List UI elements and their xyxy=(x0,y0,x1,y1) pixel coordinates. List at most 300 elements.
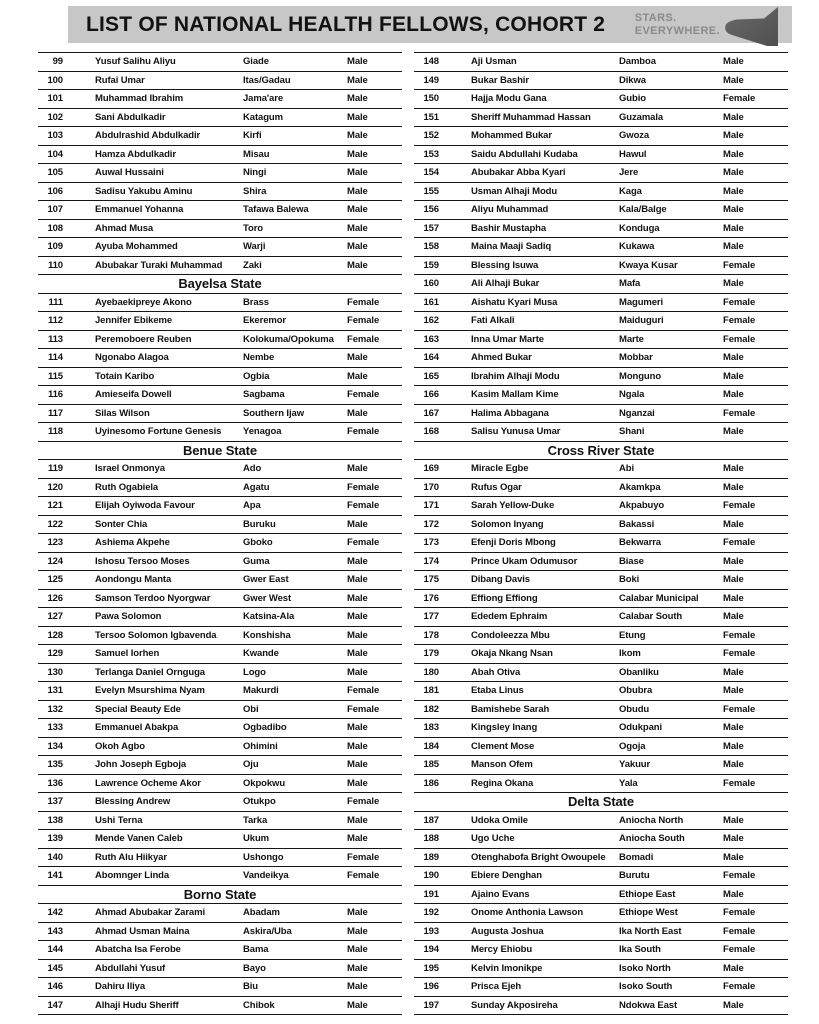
row-number: 177 xyxy=(423,612,439,622)
fellow-name: Efenji Doris Mbong xyxy=(471,538,556,548)
lga-name: Ndokwa East xyxy=(619,1000,678,1010)
fellow-name: Israel Onmonya xyxy=(95,464,165,474)
row-number: 100 xyxy=(47,75,63,85)
fellow-name: Abubakar Turaki Muhammad xyxy=(95,260,223,270)
gender-value: Female xyxy=(347,501,380,511)
fellow-name: Ashiema Akpehe xyxy=(95,538,170,548)
gender-value: Female xyxy=(347,482,380,492)
gender-value: Male xyxy=(347,223,368,233)
lga-name: Monguno xyxy=(619,371,662,381)
lga-name: Katagum xyxy=(243,112,283,122)
lga-name: Ogbadibo xyxy=(243,723,287,733)
lga-name: Bekwarra xyxy=(619,538,661,548)
lga-name: Marte xyxy=(619,334,644,344)
gender-value: Male xyxy=(723,205,744,215)
lga-name: Mafa xyxy=(619,279,641,289)
lga-name: Gwer West xyxy=(243,593,292,603)
row-number: 124 xyxy=(47,556,63,566)
gender-value: Female xyxy=(347,390,380,400)
row-number: 138 xyxy=(47,815,63,825)
gender-value: Male xyxy=(723,834,744,844)
table-row xyxy=(38,349,402,368)
lga-name: Hawul xyxy=(619,149,647,159)
table-row xyxy=(414,738,788,757)
table-row xyxy=(38,423,402,442)
row-number: 116 xyxy=(47,390,63,400)
fellow-name: Peremoboere Reuben xyxy=(95,334,192,344)
state-section-header: Bayelsa State xyxy=(38,275,402,294)
gender-value: Male xyxy=(723,242,744,252)
lga-name: Southern Ijaw xyxy=(243,408,304,418)
gender-value: Male xyxy=(347,667,368,677)
lga-name: Kaga xyxy=(619,186,642,196)
fellow-name: Aji Usman xyxy=(471,57,517,67)
row-number: 136 xyxy=(47,778,63,788)
table-row xyxy=(38,941,402,960)
fellow-name: Lawrence Ocheme Akor xyxy=(95,778,201,788)
fellow-name: Ibrahim Alhaji Modu xyxy=(471,371,560,381)
lga-name: Ngala xyxy=(619,390,645,400)
table-row xyxy=(414,201,788,220)
row-number: 117 xyxy=(47,408,63,418)
gender-value: Female xyxy=(723,297,756,307)
fellow-name: Ahmad Abubakar Zarami xyxy=(95,908,205,918)
table-row xyxy=(414,90,788,109)
brand-line-2: EVERYWHERE. xyxy=(634,24,720,37)
row-number: 112 xyxy=(47,316,63,326)
table-row xyxy=(414,867,788,886)
row-number: 148 xyxy=(423,57,439,67)
lga-name: Nembe xyxy=(243,353,275,363)
table-row xyxy=(414,164,788,183)
lga-name: Obubra xyxy=(619,686,653,696)
table-row xyxy=(38,608,402,627)
table-row xyxy=(414,53,788,72)
table-row xyxy=(38,793,402,812)
fellow-name: Dibang Davis xyxy=(471,575,530,585)
table-row xyxy=(38,775,402,794)
table-row xyxy=(38,497,402,516)
gender-value: Male xyxy=(723,353,744,363)
row-number: 150 xyxy=(423,94,439,104)
gender-value: Male xyxy=(723,760,744,770)
fellow-name: Maina Maaji Sadiq xyxy=(471,242,552,252)
lga-name: Vandeikya xyxy=(243,871,289,881)
table-row xyxy=(414,997,788,1016)
table-row xyxy=(38,738,402,757)
row-number: 195 xyxy=(423,963,439,973)
row-number: 123 xyxy=(47,538,63,548)
table-row xyxy=(38,53,402,72)
gender-value: Female xyxy=(347,852,380,862)
fellow-name: Sonter Chia xyxy=(95,519,148,529)
table-row xyxy=(38,368,402,387)
gender-value: Male xyxy=(723,168,744,178)
table-row xyxy=(38,405,402,424)
lga-name: Kirfi xyxy=(243,131,262,141)
row-number: 134 xyxy=(47,741,63,751)
gender-value: Male xyxy=(347,57,368,67)
table-row xyxy=(414,719,788,738)
row-number: 121 xyxy=(47,501,63,511)
row-number: 162 xyxy=(423,316,439,326)
table-row xyxy=(38,978,402,997)
fellow-name: Bashir Mustapha xyxy=(471,223,547,233)
lga-name: Akamkpa xyxy=(619,482,661,492)
brand-line-1: STARS. xyxy=(634,11,677,24)
row-number: 149 xyxy=(423,75,439,85)
fellow-name: Kingsley Inang xyxy=(471,723,538,733)
table-row xyxy=(414,423,788,442)
table-row xyxy=(38,146,402,165)
gender-value: Male xyxy=(347,408,368,418)
fellow-name: Saidu Abdullahi Kudaba xyxy=(471,149,578,159)
fellow-name: Sadisu Yakubu Aminu xyxy=(95,186,193,196)
table-row xyxy=(38,812,402,831)
lga-name: Yala xyxy=(619,778,638,788)
table-row xyxy=(414,238,788,257)
lga-name: Ukum xyxy=(243,834,269,844)
lga-name: Bomadi xyxy=(619,852,654,862)
lga-name: Apa xyxy=(243,501,261,511)
row-number: 132 xyxy=(47,704,63,714)
gender-value: Male xyxy=(723,279,744,289)
fellow-name: Abdulrashid Abdulkadir xyxy=(95,131,201,141)
table-row xyxy=(414,627,788,646)
table-row xyxy=(414,978,788,997)
lga-name: Bakassi xyxy=(619,519,655,529)
table-row xyxy=(414,275,788,294)
row-number: 127 xyxy=(47,612,63,622)
gender-value: Male xyxy=(347,815,368,825)
lga-name: Guma xyxy=(243,556,270,566)
right-table-column xyxy=(414,52,788,1015)
gender-value: Female xyxy=(347,427,380,437)
gender-value: Male xyxy=(347,556,368,566)
row-number: 168 xyxy=(423,427,439,437)
state-section-header: Delta State xyxy=(414,793,788,812)
gender-value: Female xyxy=(347,686,380,696)
gender-value: Female xyxy=(723,260,756,270)
fellow-name: Ali Alhaji Bukar xyxy=(471,279,540,289)
fellow-name: Amieseifa Dowell xyxy=(95,390,172,400)
row-number: 185 xyxy=(423,760,439,770)
row-number: 164 xyxy=(423,353,439,363)
table-row xyxy=(414,516,788,535)
gender-value: Male xyxy=(347,612,368,622)
row-number: 144 xyxy=(47,945,63,955)
row-number: 131 xyxy=(47,686,63,696)
row-number: 167 xyxy=(423,408,439,418)
fellow-name: Mercy Ehiobu xyxy=(471,945,533,955)
lga-name: Zaki xyxy=(243,260,262,270)
row-number: 115 xyxy=(47,371,63,381)
fellow-name: Ajaino Evans xyxy=(471,889,530,899)
gender-value: Male xyxy=(347,945,368,955)
table-row xyxy=(414,257,788,276)
table-row xyxy=(38,386,402,405)
gender-value: Male xyxy=(347,94,368,104)
gender-value: Male xyxy=(347,131,368,141)
lga-name: Makurdi xyxy=(243,686,279,696)
fellow-name: Elijah Oyiwoda Favour xyxy=(95,501,195,511)
table-row xyxy=(38,960,402,979)
fellow-name: Ahmad Usman Maina xyxy=(95,926,190,936)
row-number: 193 xyxy=(423,926,439,936)
table-row xyxy=(38,645,402,664)
row-number: 169 xyxy=(423,464,439,474)
row-number: 114 xyxy=(47,353,63,363)
row-number: 133 xyxy=(47,723,63,733)
fellow-name: Halima Abbagana xyxy=(471,408,549,418)
gender-value: Male xyxy=(723,686,744,696)
fellow-name: Samson Terdoo Nyorgwar xyxy=(95,593,211,603)
row-number: 174 xyxy=(423,556,439,566)
fellow-name: Abubakar Abba Kyari xyxy=(471,168,566,178)
fellow-name: Clement Mose xyxy=(471,741,535,751)
lga-name: Biase xyxy=(619,556,644,566)
table-row xyxy=(414,127,788,146)
table-row xyxy=(414,497,788,516)
lga-name: Bayo xyxy=(243,963,266,973)
lga-name: Aniocha South xyxy=(619,834,685,844)
gender-value: Male xyxy=(347,723,368,733)
fellow-name: Prisca Ejeh xyxy=(471,982,522,992)
gender-value: Male xyxy=(723,1000,744,1010)
row-number: 163 xyxy=(423,334,439,344)
table-row xyxy=(414,701,788,720)
fellow-name: Ruth Ogabiela xyxy=(95,482,159,492)
table-row xyxy=(414,146,788,165)
row-number: 106 xyxy=(47,186,63,196)
table-row xyxy=(38,904,402,923)
row-number: 166 xyxy=(423,390,439,400)
fellow-name: Ahmad Musa xyxy=(95,223,154,233)
lga-name: Ekeremor xyxy=(243,316,287,326)
row-number: 182 xyxy=(423,704,439,714)
table-row xyxy=(38,997,402,1016)
row-number: 170 xyxy=(423,482,439,492)
table-row xyxy=(38,849,402,868)
left-arrow-mark-icon xyxy=(722,6,780,47)
fellow-name: Okoh Agbo xyxy=(95,741,145,751)
row-number: 99 xyxy=(52,57,63,67)
row-number: 122 xyxy=(47,519,63,529)
fellow-name: Otenghabofa Bright Owoupele xyxy=(471,852,606,862)
fellows-table xyxy=(38,52,788,1015)
fellow-name: Muhammad Ibrahim xyxy=(95,94,184,104)
lga-name: Burutu xyxy=(619,871,650,881)
row-number: 194 xyxy=(423,945,439,955)
lga-name: Ohimini xyxy=(243,741,278,751)
row-number: 188 xyxy=(423,834,439,844)
table-row xyxy=(414,756,788,775)
fellow-name: Abah Otiva xyxy=(471,667,521,677)
gender-value: Male xyxy=(347,205,368,215)
table-row xyxy=(38,701,402,720)
gender-value: Male xyxy=(723,57,744,67)
row-number: 102 xyxy=(47,112,63,122)
fellow-name: Bamishebe Sarah xyxy=(471,704,550,714)
gender-value: Female xyxy=(723,94,756,104)
lga-name: Biu xyxy=(243,982,259,992)
row-number: 181 xyxy=(423,686,439,696)
table-row xyxy=(38,331,402,350)
lga-name: Guzamala xyxy=(619,112,664,122)
lga-name: Agatu xyxy=(243,482,270,492)
table-row xyxy=(38,571,402,590)
gender-value: Male xyxy=(723,131,744,141)
fellow-name: Regina Okana xyxy=(471,778,534,788)
lga-name: Kolokuma/Opokuma xyxy=(243,334,334,344)
fellow-name: Blessing Isuwa xyxy=(471,260,539,270)
gender-value: Female xyxy=(723,926,756,936)
gender-value: Male xyxy=(723,741,744,751)
fellow-name: Aondongu Manta xyxy=(95,575,172,585)
table-row xyxy=(414,590,788,609)
row-number: 160 xyxy=(423,279,439,289)
row-number: 153 xyxy=(423,149,439,159)
state-section-header: Benue State xyxy=(38,442,402,461)
lga-name: Askira/Uba xyxy=(243,926,292,936)
fellow-name: Aishatu Kyari Musa xyxy=(471,297,558,307)
lga-name: Jere xyxy=(619,168,639,178)
table-row xyxy=(38,719,402,738)
fellow-name: Ngonabo Alagoa xyxy=(95,353,169,363)
row-number: 156 xyxy=(423,205,439,215)
lga-name: Ushongo xyxy=(243,852,284,862)
table-row xyxy=(38,553,402,572)
gender-value: Male xyxy=(347,982,368,992)
state-section-header: Borno State xyxy=(38,886,402,905)
table-row xyxy=(38,164,402,183)
lga-name: Magumeri xyxy=(619,297,664,307)
gender-value: Male xyxy=(723,815,744,825)
table-row xyxy=(414,479,788,498)
gender-value: Male xyxy=(347,593,368,603)
row-number: 111 xyxy=(48,297,63,307)
gender-value: Male xyxy=(347,168,368,178)
gender-value: Female xyxy=(347,797,380,807)
gender-value: Male xyxy=(347,260,368,270)
table-row xyxy=(38,90,402,109)
row-number: 157 xyxy=(423,223,439,233)
lga-name: Itas/Gadau xyxy=(243,75,291,85)
table-row xyxy=(38,460,402,479)
gender-value: Male xyxy=(723,390,744,400)
gender-value: Male xyxy=(347,112,368,122)
row-number: 147 xyxy=(47,1000,63,1010)
table-row xyxy=(38,534,402,553)
row-number: 192 xyxy=(423,908,439,918)
row-number: 107 xyxy=(47,205,63,215)
gender-value: Male xyxy=(347,186,368,196)
lga-name: Logo xyxy=(243,667,266,677)
fellow-name: Pawa Solomon xyxy=(95,612,162,622)
gender-value: Male xyxy=(723,112,744,122)
fellow-name: Ebiere Denghan xyxy=(471,871,542,881)
gender-value: Male xyxy=(347,149,368,159)
fellow-name: Manson Ofem xyxy=(471,760,533,770)
fellow-name: Abomnger Linda xyxy=(95,871,170,881)
fellow-name: Silas Wilson xyxy=(95,408,150,418)
gender-value: Female xyxy=(347,538,380,548)
row-number: 105 xyxy=(47,168,63,178)
lga-name: Kukawa xyxy=(619,242,655,252)
table-row xyxy=(414,775,788,794)
lga-name: Abadam xyxy=(243,908,280,918)
lga-name: Isoko North xyxy=(619,963,671,973)
row-number: 178 xyxy=(423,630,439,640)
table-row xyxy=(38,238,402,257)
fellow-name: Sunday Akposireha xyxy=(471,1000,558,1010)
row-number: 103 xyxy=(47,131,63,141)
gender-value: Male xyxy=(347,353,368,363)
fellow-name: Totain Karibo xyxy=(95,371,155,381)
table-row xyxy=(38,201,402,220)
lga-name: Dikwa xyxy=(619,75,646,85)
table-row xyxy=(414,386,788,405)
row-number: 135 xyxy=(47,760,63,770)
gender-value: Male xyxy=(347,519,368,529)
table-row xyxy=(414,682,788,701)
fellow-name: Inna Umar Marte xyxy=(471,334,544,344)
gender-value: Male xyxy=(347,778,368,788)
row-number: 145 xyxy=(47,963,63,973)
fellow-name: Sarah Yellow-Duke xyxy=(471,501,555,511)
lga-name: Obudu xyxy=(619,704,650,714)
row-number: 189 xyxy=(423,852,439,862)
lga-name: Katsina-Ala xyxy=(243,612,295,622)
row-number: 139 xyxy=(47,834,63,844)
page-title: LIST OF NATIONAL HEALTH FELLOWS, COHORT 2 xyxy=(86,12,606,36)
gender-value: Female xyxy=(723,649,756,659)
gender-value: Female xyxy=(723,908,756,918)
lga-name: Shira xyxy=(243,186,267,196)
table-row xyxy=(414,886,788,905)
lga-name: Abi xyxy=(619,464,635,474)
lga-name: Kala/Balge xyxy=(619,205,667,215)
fellow-name: Abatcha Isa Ferobe xyxy=(95,945,181,955)
table-row xyxy=(38,516,402,535)
fellow-name: Sheriff Muhammad Hassan xyxy=(471,112,591,122)
row-number: 173 xyxy=(423,538,439,548)
gender-value: Male xyxy=(723,482,744,492)
lga-name: Ika North East xyxy=(619,926,682,936)
gender-value: Male xyxy=(347,741,368,751)
fellow-name: Jennifer Ebikeme xyxy=(95,316,173,326)
fellow-name: Samuel Iorhen xyxy=(95,649,160,659)
header-bar xyxy=(68,6,792,43)
gender-value: Male xyxy=(723,371,744,381)
lga-name: Aniocha North xyxy=(619,815,684,825)
gender-value: Male xyxy=(723,723,744,733)
row-number: 165 xyxy=(423,371,439,381)
table-row xyxy=(38,590,402,609)
gender-value: Female xyxy=(347,704,380,714)
lga-name: Maiduguri xyxy=(619,316,664,326)
lga-name: Ikom xyxy=(619,649,641,659)
gender-value: Female xyxy=(347,871,380,881)
lga-name: Oju xyxy=(243,760,259,770)
gender-value: Female xyxy=(723,871,756,881)
table-row xyxy=(38,867,402,886)
row-number: 126 xyxy=(47,593,63,603)
table-row xyxy=(414,571,788,590)
gender-value: Male xyxy=(347,649,368,659)
gender-value: Male xyxy=(723,149,744,159)
row-number: 128 xyxy=(47,630,63,640)
